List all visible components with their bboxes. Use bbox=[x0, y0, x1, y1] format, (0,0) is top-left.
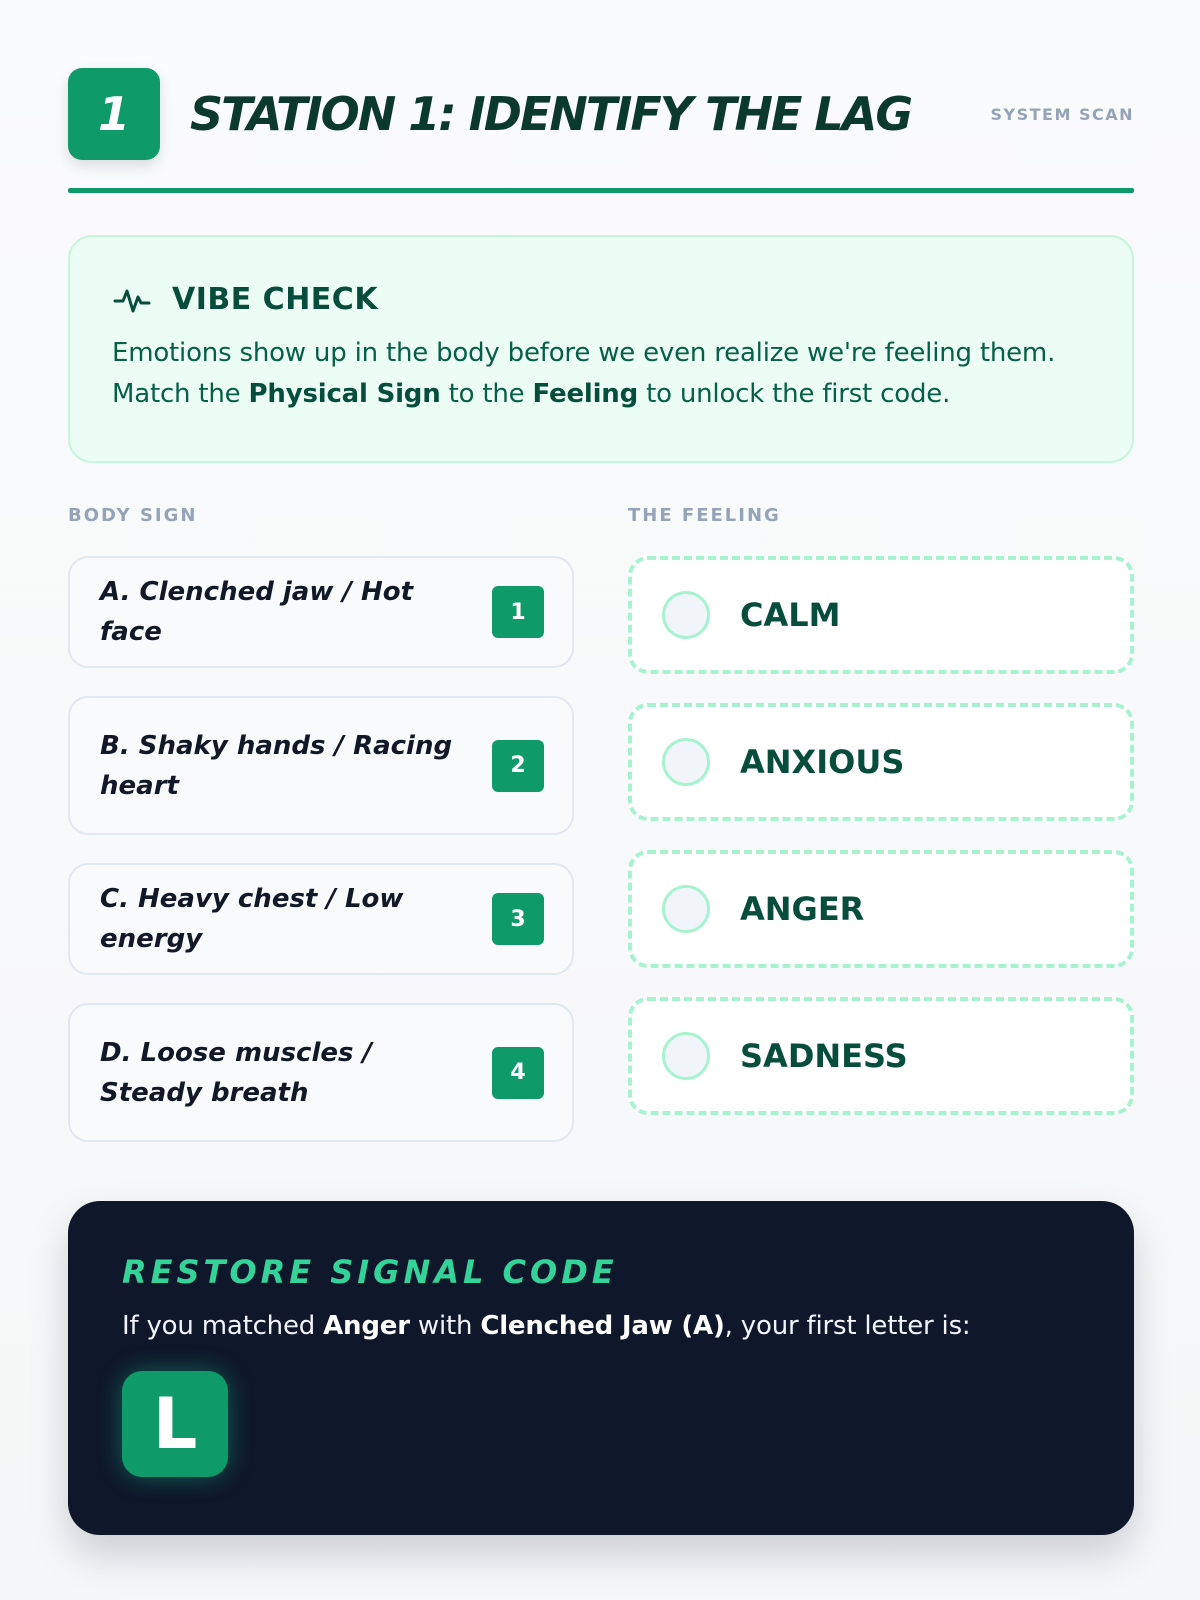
station-number-badge: 1 bbox=[68, 68, 160, 160]
feeling-option-label: ANGER bbox=[740, 890, 865, 928]
body-sign-card-a[interactable] bbox=[68, 556, 574, 668]
vibe-check-card bbox=[68, 235, 1134, 463]
header-divider bbox=[68, 188, 1134, 193]
feeling-radio[interactable] bbox=[662, 885, 710, 933]
feeling-column bbox=[628, 505, 1134, 1170]
feeling-list bbox=[628, 556, 1134, 1115]
restore-text-part-1: If you matched bbox=[122, 1311, 324, 1341]
feeling-option-label: CALM bbox=[740, 596, 841, 634]
restore-title: RESTORE SIGNAL CODE bbox=[122, 1253, 618, 1291]
feeling-option-anxious[interactable] bbox=[628, 703, 1134, 821]
vibe-text-part-1: Emotions show up in the body before we even realize we're feeling them. Match the bbox=[112, 338, 1056, 409]
feeling-radio[interactable] bbox=[662, 1032, 710, 1080]
body-sign-number: 2 bbox=[492, 740, 544, 792]
restore-text-anger: Anger bbox=[323, 1311, 410, 1341]
body-sign-number: 1 bbox=[492, 586, 544, 638]
station-content bbox=[68, 68, 1134, 1465]
body-sign-number: 3 bbox=[492, 893, 544, 945]
body-sign-label: BODY SIGN bbox=[68, 505, 198, 526]
feeling-option-sadness[interactable] bbox=[628, 997, 1134, 1115]
feeling-option-label: SADNESS bbox=[740, 1037, 908, 1075]
body-sign-column bbox=[68, 505, 574, 1170]
vibe-text-part-3: to unlock the first code. bbox=[638, 379, 951, 409]
feeling-option-label: ANXIOUS bbox=[740, 743, 905, 781]
station-header bbox=[68, 68, 1134, 160]
body-sign-text: D. Loose muscles / Steady breath bbox=[100, 1037, 373, 1108]
vibe-text-part-2: to the bbox=[440, 379, 533, 409]
restore-text-clenched-jaw: Clenched Jaw (A) bbox=[480, 1311, 725, 1341]
body-sign-card-c[interactable] bbox=[68, 863, 574, 975]
feeling-label: THE FEELING bbox=[628, 505, 781, 526]
feeling-option-anger[interactable] bbox=[628, 850, 1134, 968]
vibe-text-physical-sign: Physical Sign bbox=[248, 379, 441, 409]
restore-instructions bbox=[122, 1311, 1080, 1341]
body-sign-card-b[interactable] bbox=[68, 696, 574, 835]
body-sign-card-d[interactable] bbox=[68, 1003, 574, 1142]
vibe-text-feeling: Feeling bbox=[532, 379, 639, 409]
body-sign-list bbox=[68, 556, 574, 1142]
feeling-radio[interactable] bbox=[662, 591, 710, 639]
restore-text-part-3: , your first letter is: bbox=[724, 1311, 971, 1341]
vibe-check-text bbox=[112, 333, 1122, 415]
pulse-icon bbox=[112, 279, 152, 319]
restore-signal-panel bbox=[68, 1201, 1134, 1535]
vibe-check-header bbox=[112, 279, 1090, 319]
system-scan-tag: SYSTEM SCAN bbox=[990, 104, 1134, 124]
body-sign-text: B. Shaky hands / Racing heart bbox=[100, 730, 453, 801]
page-title: STATION 1: IDENTIFY THE LAG bbox=[190, 87, 912, 141]
feeling-radio[interactable] bbox=[662, 738, 710, 786]
body-sign-number: 4 bbox=[492, 1047, 544, 1099]
body-sign-text: C. Heavy chest / Low energy bbox=[100, 884, 404, 954]
code-letter-tile: L bbox=[122, 1371, 228, 1477]
body-sign-text: A. Clenched jaw / Hot face bbox=[100, 577, 414, 647]
feeling-option-calm[interactable] bbox=[628, 556, 1134, 674]
restore-text-part-2: with bbox=[409, 1311, 481, 1341]
matching-columns bbox=[68, 505, 1134, 1170]
vibe-check-title: VIBE CHECK bbox=[172, 281, 379, 317]
